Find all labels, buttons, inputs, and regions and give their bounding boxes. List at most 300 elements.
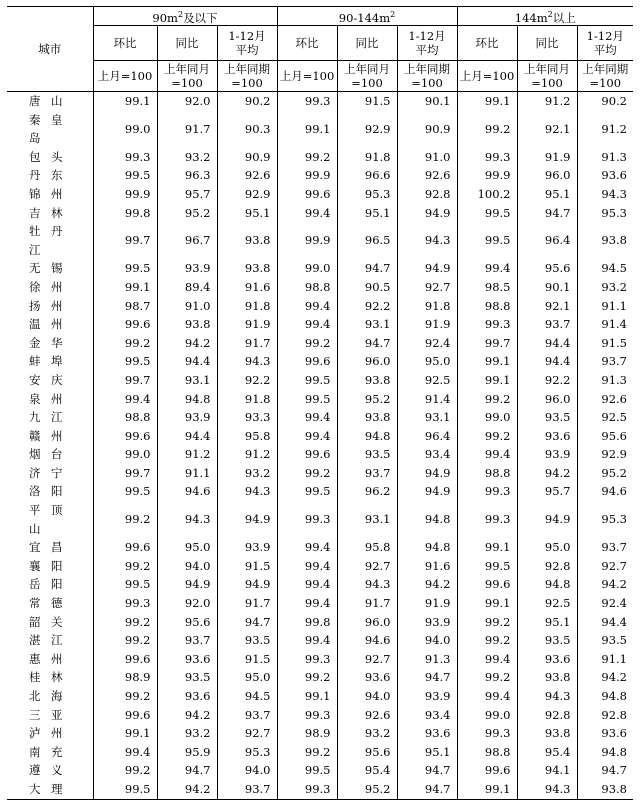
table-row <box>7 352 633 371</box>
value-cell: 99.9 <box>277 222 337 259</box>
value-cell: 92.5 <box>577 408 633 427</box>
value-cell: 99.5 <box>457 204 517 223</box>
value-cell: 91.1 <box>157 464 217 483</box>
base-header-4: 上年同月 =100 <box>337 61 397 92</box>
value-cell: 99.6 <box>93 650 157 669</box>
value-cell: 91.9 <box>397 594 457 613</box>
value-cell: 91.1 <box>577 650 633 669</box>
value-cell: 92.2 <box>517 371 577 390</box>
city-cell: 洛阳 <box>29 484 63 499</box>
value-cell: 99.4 <box>93 743 157 762</box>
value-cell: 94.7 <box>397 668 457 687</box>
value-cell: 99.6 <box>93 538 157 557</box>
value-cell: 92.6 <box>217 166 277 185</box>
table-row <box>7 631 633 650</box>
value-cell: 99.5 <box>457 557 517 576</box>
value-cell: 93.6 <box>577 166 633 185</box>
value-cell: 93.8 <box>217 222 277 259</box>
city-cell: 常德 <box>29 596 63 611</box>
value-cell: 95.4 <box>337 761 397 780</box>
value-cell: 99.7 <box>457 334 517 353</box>
value-cell: 99.2 <box>93 557 157 576</box>
value-cell: 94.3 <box>517 780 577 799</box>
city-cell: 平顶山 <box>29 503 63 536</box>
value-cell: 99.2 <box>457 668 517 687</box>
value-cell: 95.0 <box>157 538 217 557</box>
value-cell: 99.2 <box>277 148 337 167</box>
value-cell: 90.5 <box>337 278 397 297</box>
value-cell: 91.5 <box>337 92 397 111</box>
value-cell: 93.7 <box>577 352 633 371</box>
city-cell: 惠州 <box>29 651 63 666</box>
value-cell: 93.1 <box>157 371 217 390</box>
value-cell: 94.7 <box>517 204 577 223</box>
city-cell: 济宁 <box>29 465 63 480</box>
city-cell: 三亚 <box>29 707 63 722</box>
city-cell: 南充 <box>29 744 63 759</box>
city-cell: 锦州 <box>29 186 63 201</box>
value-cell: 98.8 <box>457 743 517 762</box>
city-cell: 韶关 <box>29 614 63 629</box>
value-cell: 92.5 <box>517 594 577 613</box>
city-cell: 蚌埠 <box>29 354 63 369</box>
value-cell: 95.1 <box>517 185 577 204</box>
value-cell: 92.8 <box>397 185 457 204</box>
table-row <box>7 594 633 613</box>
value-cell: 92.9 <box>217 185 277 204</box>
value-cell: 99.5 <box>93 352 157 371</box>
value-cell: 93.7 <box>217 780 277 799</box>
table-row <box>7 204 633 223</box>
value-cell: 94.8 <box>577 743 633 762</box>
value-cell: 94.8 <box>397 501 457 538</box>
city-cell: 泸州 <box>29 726 63 741</box>
base-header-6: 上月=100 <box>457 61 517 92</box>
table-row <box>7 185 633 204</box>
value-cell: 93.5 <box>577 631 633 650</box>
value-cell: 96.2 <box>337 482 397 501</box>
value-cell: 93.9 <box>517 445 577 464</box>
value-cell: 94.6 <box>337 631 397 650</box>
value-cell: 91.6 <box>217 278 277 297</box>
city-cell: 秦皇岛 <box>29 112 63 146</box>
value-cell: 95.2 <box>337 780 397 799</box>
table-row <box>7 278 633 297</box>
value-cell: 95.3 <box>577 501 633 538</box>
value-cell: 94.0 <box>157 557 217 576</box>
value-cell: 93.9 <box>217 538 277 557</box>
value-cell: 95.9 <box>157 743 217 762</box>
value-cell: 99.8 <box>93 204 157 223</box>
city-cell: 遵义 <box>29 763 63 778</box>
value-cell: 96.6 <box>337 166 397 185</box>
value-cell: 95.1 <box>397 743 457 762</box>
city-cell: 温州 <box>29 317 63 332</box>
value-cell: 92.6 <box>337 706 397 725</box>
table-row <box>7 390 633 409</box>
value-cell: 91.9 <box>397 315 457 334</box>
table-row <box>7 334 633 353</box>
value-cell: 99.7 <box>93 464 157 483</box>
value-cell: 99.1 <box>457 371 517 390</box>
value-cell: 99.4 <box>277 427 337 446</box>
value-cell: 92.9 <box>337 111 397 148</box>
city-cell: 宜昌 <box>29 540 63 555</box>
value-cell: 91.6 <box>397 557 457 576</box>
value-cell: 91.2 <box>577 111 633 148</box>
value-cell: 99.3 <box>277 780 337 799</box>
value-cell: 91.4 <box>577 315 633 334</box>
value-cell: 95.1 <box>517 613 577 632</box>
value-cell: 91.3 <box>577 371 633 390</box>
value-cell: 99.6 <box>457 575 517 594</box>
value-cell: 99.7 <box>93 371 157 390</box>
value-cell: 94.2 <box>157 780 217 799</box>
value-cell: 93.9 <box>397 613 457 632</box>
value-cell: 94.1 <box>517 761 577 780</box>
value-cell: 93.6 <box>517 650 577 669</box>
value-cell: 96.3 <box>157 166 217 185</box>
value-cell: 94.9 <box>217 575 277 594</box>
base-header-7: 上年同月 =100 <box>517 61 577 92</box>
value-cell: 93.8 <box>517 668 577 687</box>
city-cell: 牡丹江 <box>29 224 63 257</box>
value-cell: 99.1 <box>457 352 517 371</box>
value-cell: 92.4 <box>397 334 457 353</box>
value-cell: 99.5 <box>93 780 157 799</box>
value-cell: 89.4 <box>157 278 217 297</box>
city-cell: 北海 <box>29 689 63 703</box>
value-cell: 94.2 <box>157 334 217 353</box>
value-cell: 92.0 <box>157 92 217 111</box>
sub-header-3: 环比 <box>277 26 337 61</box>
value-cell: 96.0 <box>517 166 577 185</box>
value-cell: 94.7 <box>397 761 457 780</box>
value-cell: 93.3 <box>217 408 277 427</box>
value-cell: 93.2 <box>217 464 277 483</box>
value-cell: 91.7 <box>217 594 277 613</box>
value-cell: 92.0 <box>157 594 217 613</box>
value-cell: 91.8 <box>217 390 277 409</box>
value-cell: 91.5 <box>577 334 633 353</box>
value-cell: 99.3 <box>277 501 337 538</box>
value-cell: 93.5 <box>157 668 217 687</box>
value-cell: 92.6 <box>397 166 457 185</box>
value-cell: 99.1 <box>457 780 517 799</box>
value-cell: 99.7 <box>93 222 157 259</box>
value-cell: 99.8 <box>277 613 337 632</box>
table-row <box>7 92 633 111</box>
value-cell: 95.3 <box>577 204 633 223</box>
value-cell: 93.9 <box>157 259 217 278</box>
value-cell: 92.9 <box>577 445 633 464</box>
value-cell: 99.1 <box>93 278 157 297</box>
value-cell: 93.6 <box>157 687 217 706</box>
value-cell: 95.7 <box>157 185 217 204</box>
value-cell: 95.8 <box>337 538 397 557</box>
table-row <box>7 222 633 259</box>
value-cell: 94.3 <box>217 482 277 501</box>
value-cell: 98.9 <box>93 668 157 687</box>
value-cell: 91.3 <box>577 148 633 167</box>
value-cell: 99.2 <box>93 761 157 780</box>
value-cell: 94.0 <box>337 687 397 706</box>
value-cell: 93.8 <box>577 222 633 259</box>
value-cell: 93.2 <box>157 148 217 167</box>
value-cell: 99.6 <box>457 761 517 780</box>
city-cell: 赣州 <box>29 428 63 443</box>
table-row <box>7 464 633 483</box>
value-cell: 94.2 <box>577 575 633 594</box>
value-cell: 99.5 <box>277 761 337 780</box>
table-row <box>7 613 633 632</box>
table-row <box>7 408 633 427</box>
sub-header-1: 同比 <box>157 26 217 61</box>
value-cell: 94.2 <box>397 575 457 594</box>
value-cell: 94.6 <box>577 482 633 501</box>
value-cell: 95.0 <box>217 668 277 687</box>
value-cell: 93.1 <box>397 408 457 427</box>
value-cell: 93.8 <box>337 408 397 427</box>
value-cell: 99.4 <box>277 204 337 223</box>
value-cell: 98.8 <box>93 408 157 427</box>
table-row <box>7 445 633 464</box>
value-cell: 99.0 <box>457 408 517 427</box>
value-cell: 91.8 <box>217 297 277 316</box>
value-cell: 99.2 <box>457 111 517 148</box>
city-cell: 烟台 <box>29 447 63 462</box>
value-cell: 91.5 <box>217 557 277 576</box>
base-header-0: 上月=100 <box>93 61 157 92</box>
value-cell: 90.2 <box>217 92 277 111</box>
value-cell: 93.5 <box>217 631 277 650</box>
value-cell: 99.2 <box>277 743 337 762</box>
value-cell: 99.4 <box>457 445 517 464</box>
value-cell: 99.5 <box>277 482 337 501</box>
table-row <box>7 724 633 743</box>
value-cell: 99.6 <box>93 427 157 446</box>
value-cell: 93.1 <box>337 315 397 334</box>
value-cell: 98.8 <box>457 297 517 316</box>
value-cell: 92.8 <box>517 557 577 576</box>
value-cell: 99.4 <box>277 575 337 594</box>
value-cell: 91.5 <box>217 650 277 669</box>
value-cell: 93.7 <box>157 631 217 650</box>
city-cell: 泉州 <box>29 391 63 406</box>
city-cell: 湛江 <box>29 633 63 648</box>
value-cell: 92.2 <box>337 297 397 316</box>
value-cell: 94.3 <box>157 501 217 538</box>
value-cell: 99.4 <box>277 297 337 316</box>
value-cell: 92.4 <box>577 594 633 613</box>
base-header-2: 上年同期 =100 <box>217 61 277 92</box>
value-cell: 99.4 <box>457 687 517 706</box>
value-cell: 95.0 <box>397 352 457 371</box>
city-cell: 桂林 <box>29 670 63 685</box>
city-cell: 丹东 <box>29 168 63 183</box>
value-cell: 99.4 <box>277 557 337 576</box>
value-cell: 93.8 <box>337 371 397 390</box>
value-cell: 94.3 <box>517 687 577 706</box>
value-cell: 94.9 <box>397 464 457 483</box>
value-cell: 98.5 <box>457 278 517 297</box>
value-cell: 99.2 <box>93 501 157 538</box>
value-cell: 90.9 <box>217 148 277 167</box>
value-cell: 91.7 <box>217 334 277 353</box>
city-cell: 无锡 <box>29 261 63 276</box>
value-cell: 99.3 <box>457 501 517 538</box>
value-cell: 100.2 <box>457 185 517 204</box>
value-cell: 92.8 <box>577 706 633 725</box>
value-cell: 92.1 <box>517 111 577 148</box>
value-cell: 99.2 <box>457 631 517 650</box>
value-cell: 92.5 <box>397 371 457 390</box>
value-cell: 99.4 <box>93 390 157 409</box>
value-cell: 93.7 <box>337 464 397 483</box>
base-header-8: 上年同期 =100 <box>577 61 633 92</box>
value-cell: 94.8 <box>337 427 397 446</box>
table-row <box>7 706 633 725</box>
value-cell: 99.6 <box>277 352 337 371</box>
table-row <box>7 315 633 334</box>
value-cell: 99.9 <box>93 185 157 204</box>
value-cell: 94.9 <box>217 501 277 538</box>
value-cell: 99.3 <box>277 92 337 111</box>
value-cell: 99.3 <box>93 594 157 613</box>
value-cell: 95.4 <box>517 743 577 762</box>
value-cell: 99.0 <box>457 706 517 725</box>
sub-header-row <box>7 26 633 61</box>
value-cell: 90.1 <box>397 92 457 111</box>
value-cell: 94.7 <box>577 761 633 780</box>
value-cell: 95.7 <box>517 482 577 501</box>
value-cell: 99.4 <box>277 594 337 613</box>
value-cell: 94.5 <box>577 259 633 278</box>
value-cell: 94.8 <box>517 575 577 594</box>
value-cell: 95.6 <box>577 427 633 446</box>
value-cell: 99.5 <box>93 575 157 594</box>
value-cell: 92.2 <box>217 371 277 390</box>
table-body <box>7 92 633 800</box>
table-row <box>7 743 633 762</box>
value-cell: 94.0 <box>397 631 457 650</box>
value-cell: 95.6 <box>157 613 217 632</box>
value-cell: 93.2 <box>157 724 217 743</box>
value-cell: 99.1 <box>277 111 337 148</box>
value-cell: 91.2 <box>517 92 577 111</box>
value-cell: 93.5 <box>517 631 577 650</box>
table-row <box>7 166 633 185</box>
value-cell: 99.4 <box>457 259 517 278</box>
value-cell: 92.7 <box>217 724 277 743</box>
city-cell: 吉林 <box>29 205 63 220</box>
value-cell: 91.2 <box>217 445 277 464</box>
value-cell: 90.2 <box>577 92 633 111</box>
value-cell: 93.9 <box>397 687 457 706</box>
table-row <box>7 148 633 167</box>
value-cell: 94.7 <box>397 780 457 799</box>
value-cell: 99.2 <box>93 631 157 650</box>
value-cell: 91.1 <box>577 297 633 316</box>
value-cell: 94.8 <box>577 687 633 706</box>
sub-header-5: 1-12月 平均 <box>397 26 457 61</box>
value-cell: 96.0 <box>337 613 397 632</box>
value-cell: 96.7 <box>157 222 217 259</box>
city-column-header: 城市 <box>7 7 93 92</box>
value-cell: 95.3 <box>337 185 397 204</box>
value-cell: 93.6 <box>397 724 457 743</box>
value-cell: 99.2 <box>277 334 337 353</box>
value-cell: 93.1 <box>337 501 397 538</box>
value-cell: 98.7 <box>93 297 157 316</box>
value-cell: 99.3 <box>277 706 337 725</box>
sub-header-4: 同比 <box>337 26 397 61</box>
value-cell: 99.0 <box>277 259 337 278</box>
value-cell: 99.5 <box>93 482 157 501</box>
value-cell: 93.2 <box>337 724 397 743</box>
value-cell: 99.2 <box>93 334 157 353</box>
value-cell: 94.9 <box>397 482 457 501</box>
value-cell: 94.9 <box>397 259 457 278</box>
value-cell: 91.0 <box>397 148 457 167</box>
value-cell: 94.8 <box>397 538 457 557</box>
value-cell: 90.3 <box>217 111 277 148</box>
value-cell: 94.7 <box>337 334 397 353</box>
value-cell: 91.9 <box>517 148 577 167</box>
table-row <box>7 111 633 148</box>
city-cell: 徐州 <box>29 279 63 294</box>
value-cell: 99.4 <box>277 408 337 427</box>
value-cell: 93.6 <box>157 650 217 669</box>
value-cell: 99.2 <box>93 687 157 706</box>
value-cell: 95.6 <box>337 743 397 762</box>
value-cell: 94.0 <box>217 761 277 780</box>
table-row <box>7 650 633 669</box>
value-cell: 91.8 <box>337 148 397 167</box>
value-cell: 94.3 <box>217 352 277 371</box>
sub-header-8: 1-12月 平均 <box>577 26 633 61</box>
value-cell: 93.7 <box>217 706 277 725</box>
value-cell: 96.5 <box>337 222 397 259</box>
table-row <box>7 259 633 278</box>
city-cell: 金华 <box>29 335 63 350</box>
city-cell: 九江 <box>29 410 63 425</box>
value-cell: 93.4 <box>397 706 457 725</box>
value-cell: 95.1 <box>337 204 397 223</box>
value-cell: 94.4 <box>517 352 577 371</box>
sub-header-2: 1-12月 平均 <box>217 26 277 61</box>
value-cell: 99.6 <box>277 185 337 204</box>
value-cell: 99.1 <box>277 687 337 706</box>
value-cell: 91.3 <box>397 650 457 669</box>
table-row <box>7 501 633 538</box>
value-cell: 95.2 <box>337 390 397 409</box>
group-header-small: $90m^2$及以下 <box>93 7 277 26</box>
value-cell: 93.5 <box>337 445 397 464</box>
value-cell: 91.7 <box>157 111 217 148</box>
value-cell: 99.4 <box>277 631 337 650</box>
value-cell: 91.7 <box>337 594 397 613</box>
value-cell: 95.3 <box>217 743 277 762</box>
value-cell: 92.8 <box>517 706 577 725</box>
value-cell: 99.5 <box>93 166 157 185</box>
value-cell: 99.6 <box>277 445 337 464</box>
value-cell: 99.0 <box>93 111 157 148</box>
city-cell: 大理 <box>7 780 93 799</box>
value-cell: 99.2 <box>457 613 517 632</box>
value-cell: 91.0 <box>157 297 217 316</box>
base-header-1: 上年同月 =100 <box>157 61 217 92</box>
